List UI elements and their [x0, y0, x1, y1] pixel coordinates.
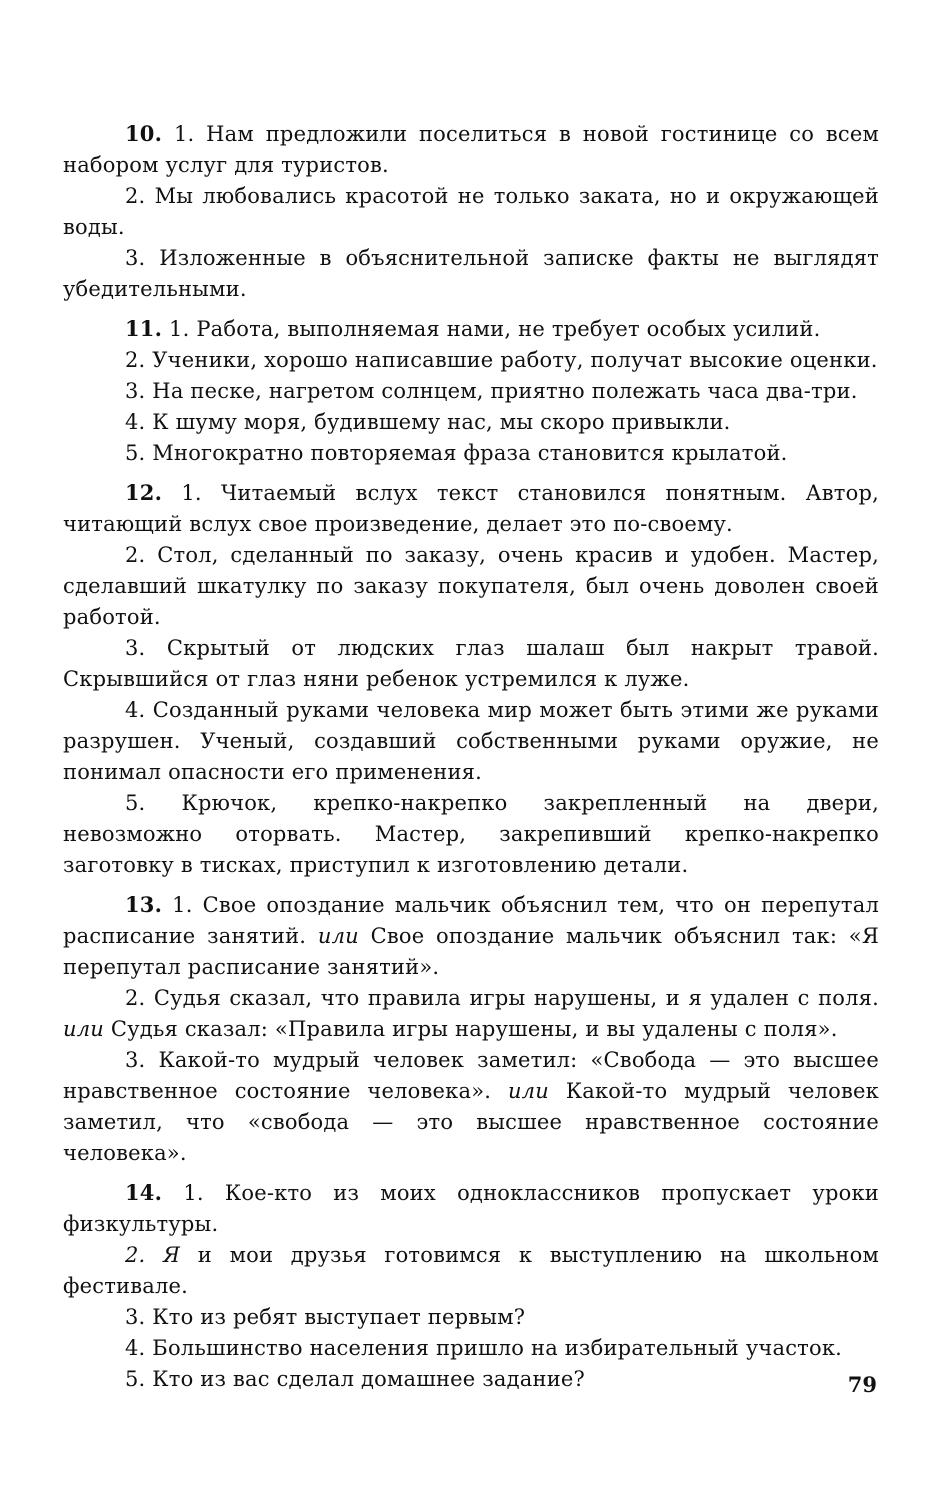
- sentence-text: 2. Судья сказал, что правила игры нарушены, и я удален с поля.: [125, 986, 879, 1010]
- exercise-12-sentence-3: 3. Скрытый от людских глаз шалаш был накрыт травой. Скрывшийся от глаз няни ребенок устремился к луже.: [63, 636, 879, 691]
- exercise-13-sentence-2: [63, 983, 879, 1045]
- sentence-text: 3. Какой-то мудрый человек заметил: «Свобода — это высшее нравственное состояние человека».: [63, 1048, 879, 1103]
- exercise-11-sentence-3: 3. На песке, нагретом солнцем, приятно полежать часа два-три.: [125, 379, 858, 403]
- sentence-text: Свое опоздание мальчик объяснил так: «Я перепутал расписание занятий».: [63, 924, 879, 979]
- sentence-text: 1. Читаемый вслух текст становился понятным. Автор, читающий вслух свое произведение, делает это по-своему.: [63, 481, 879, 536]
- sentence-text-italic: 2. Я: [125, 1243, 181, 1267]
- or-word: или: [317, 924, 359, 948]
- exercise-14-sentence-3: 3. Кто из ребят выступает первым?: [125, 1305, 526, 1329]
- exercise-13-sentence-1: [63, 889, 879, 983]
- exercise-11-sentence-1: [63, 313, 879, 345]
- exercise-12-number: 12.: [125, 480, 163, 505]
- exercise-14-sentence-5: 5. Кто из вас сделал домашнее задание?: [125, 1367, 585, 1391]
- sentence-text: и мои друзья готовимся к выступлению на школьном фестивале.: [63, 1243, 879, 1298]
- sentence-text: 1. Свое опоздание мальчик объяснил тем, что он перепутал расписание занятий.: [63, 893, 879, 948]
- exercise-12-sentence-4: 4. Созданный руками человека мир может быть этими же руками разрушен. Ученый, создавший собственными руками оружие, не понимал опасности его применения.: [63, 698, 879, 784]
- exercise-11-sentence-4: 4. К шуму моря, будившему нас, мы скоро привыкли.: [125, 410, 731, 434]
- exercise-13-number: 13.: [125, 892, 163, 917]
- exercise-12-sentence-2: 2. Стол, сделанный по заказу, очень красив и удобен. Мастер, сделавший шкатулку по заказу покупателя, был очень доволен своей работой.: [63, 543, 879, 629]
- exercise-11-sentence-2: 2. Ученики, хорошо написавшие работу, получат высокие оценки.: [125, 348, 878, 372]
- sentence-text: 1. Кое-кто из моих одноклассников пропускает уроки физкультуры.: [63, 1181, 879, 1236]
- page-number: 79: [847, 1372, 877, 1397]
- exercise-10-sentence-3: 3. Изложенные в объяснительной записке факты не выглядят убедительными.: [63, 246, 879, 301]
- or-word: или: [507, 1079, 549, 1103]
- exercise-10-sentence-2: 2. Мы любовались красотой не только заката, но и окружающей воды.: [63, 184, 879, 239]
- exercise-12-sentence-5: 5. Крючок, крепко-накрепко закрепленный на двери, невозможно оторвать. Мастер, закрепивший крепко-накрепко заготовку в тисках, приступил к изготовлению детали.: [63, 791, 879, 877]
- exercise-13-sentence-3: [63, 1045, 879, 1169]
- exercise-14-number: 14.: [125, 1180, 163, 1205]
- sentence-text: 1. Нам предложили поселиться в новой гостинице со всем набором услуг для туристов.: [63, 122, 879, 177]
- sentence-text: Какой-то мудрый человек заметил, что «свобода — это высшее нравственное состояние человека».: [63, 1079, 879, 1165]
- exercise-12-sentence-1: [63, 477, 879, 540]
- sentence-text: Судья сказал: «Правила игры нарушены, и вы удалены с поля».: [110, 1017, 838, 1041]
- or-word: или: [63, 1017, 105, 1041]
- exercise-14-sentence-4: 4. Большинство населения пришло на избирательный участок.: [125, 1336, 843, 1360]
- exercise-10-sentence-1: [63, 118, 879, 181]
- exercise-14-sentence-1: [63, 1177, 879, 1240]
- exercise-11-sentence-5: 5. Многократно повторяемая фраза становится крылатой.: [125, 441, 788, 465]
- exercise-14-sentence-2: [63, 1240, 879, 1302]
- exercise-11-number: 11.: [125, 316, 163, 341]
- sentence-text: 1. Работа, выполняемая нами, не требует особых усилий.: [169, 317, 821, 341]
- exercise-10-number: 10.: [125, 121, 163, 146]
